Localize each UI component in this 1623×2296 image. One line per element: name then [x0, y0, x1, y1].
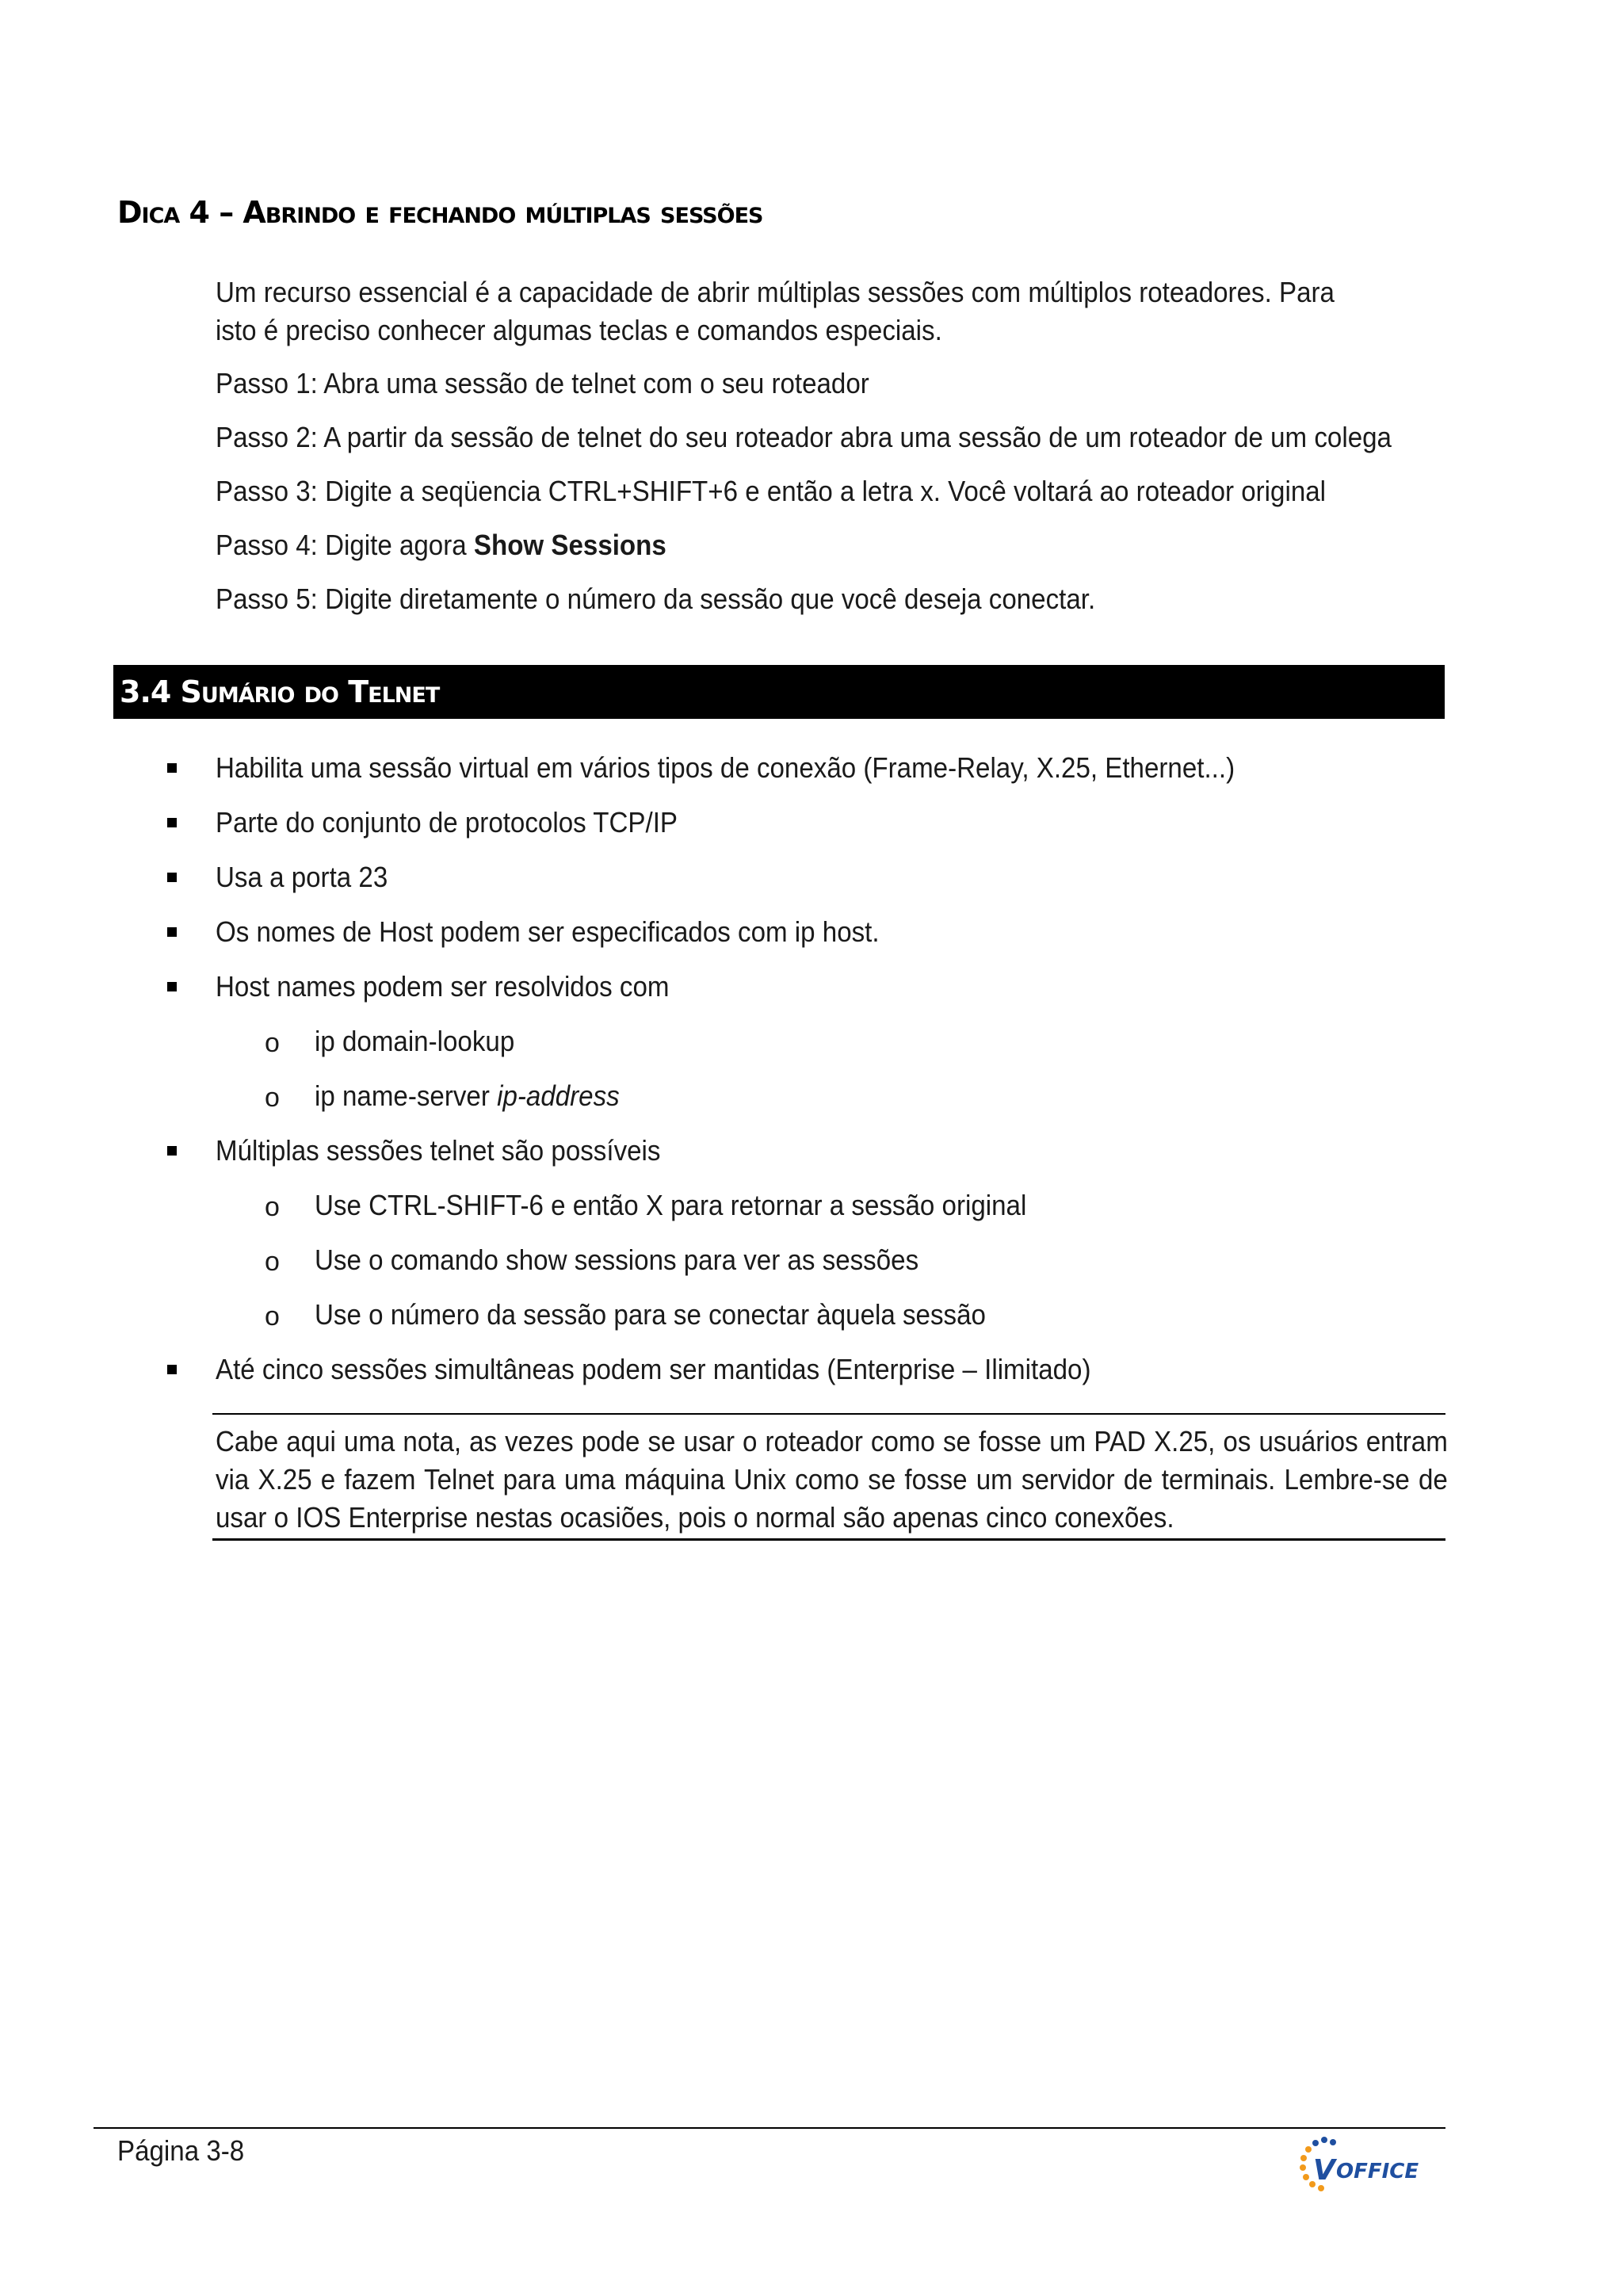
- page-number: Página 3-8: [117, 2134, 245, 2167]
- note-box: [212, 1413, 1448, 1541]
- step-4-text: Passo 4: Digite agora: [216, 529, 474, 561]
- list-item-text: Parte do conjunto de protocolos TCP/IP: [216, 806, 678, 839]
- circle-bullet-icon: o: [265, 1028, 280, 1058]
- list-item-text: Host names podem ser resolvidos com: [216, 970, 670, 1003]
- list-item: [0, 858, 1623, 913]
- tip-heading: Dica 4 – Abrindo e fechando múltiplas sessões: [117, 195, 763, 230]
- step-2: Passo 2: A partir da sessão de telnet do seu roteador abra uma sessão de um roteador de um colega: [216, 421, 1392, 453]
- square-bullet-icon: [167, 927, 177, 937]
- square-bullet-icon: [167, 873, 177, 882]
- step-4: [216, 526, 1455, 580]
- step-4-command: Show Sessions: [473, 529, 666, 561]
- list-item: [0, 749, 1623, 804]
- list-item-text: Os nomes de Host podem ser especificados com ip host.: [216, 915, 880, 948]
- footer-divider: [94, 2127, 1445, 2129]
- list-item: [0, 804, 1623, 858]
- step-3: Passo 3: Digite a seqüencia CTRL+SHIFT+6 e então a letra x. Você voltará ao roteador original: [216, 475, 1327, 507]
- sub-list-item-text: [315, 1077, 620, 1115]
- square-bullet-icon: [167, 982, 177, 991]
- sub-list-item-text: Use o comando show sessions para ver as sessões: [315, 1244, 919, 1276]
- step-1: Passo 1: Abra uma sessão de telnet com o seu roteador: [216, 367, 869, 399]
- sub-list-item-text: ip domain-lookup: [315, 1025, 515, 1057]
- circle-bullet-icon: o: [265, 1247, 280, 1277]
- tip-intro-paragraph: Um recurso essencial é a capacidade de abrir múltiplas sessões com múltiplos roteadores. Para isto é preciso conhecer algumas teclas e comandos especiais.: [216, 276, 1335, 346]
- sub-list-item: [0, 1186, 1623, 1241]
- square-bullet-icon: [167, 818, 177, 827]
- square-bullet-icon: [167, 1365, 177, 1374]
- sub-list-item-text: Use o número da sessão para se conectar àquela sessão: [315, 1298, 986, 1331]
- section-title: 3.4 Sumário do Telnet: [120, 674, 440, 709]
- circle-bullet-icon: o: [265, 1192, 280, 1222]
- sub-list-item: [0, 1296, 1623, 1350]
- command-text: ip name-server: [315, 1079, 498, 1112]
- list-item-text: Até cinco sessões simultâneas podem ser mantidas (Enterprise – Ilimitado): [216, 1353, 1091, 1385]
- command-argument: ip-address: [497, 1079, 620, 1112]
- list-item: [0, 1132, 1623, 1186]
- sub-list-item: [0, 1022, 1623, 1077]
- summary-list: [0, 749, 1623, 1405]
- step-list: [216, 365, 1563, 634]
- sub-list-item-text: Use CTRL-SHIFT-6 e então X para retornar a sessão original: [315, 1189, 1027, 1221]
- square-bullet-icon: [167, 763, 177, 773]
- voffice-logo: [1284, 2132, 1458, 2203]
- sub-list-item: [0, 1241, 1623, 1296]
- logo-wordmark: OFFICE: [1336, 2160, 1419, 2183]
- list-item-text: Múltiplas sessões telnet são possíveis: [216, 1134, 661, 1167]
- note-text: Cabe aqui uma nota, as vezes pode se usar o roteador como se fosse um PAD X.25, os usuários entram via X.25 e fazem Telnet para uma máquina Unix como se fosse um servidor de terminais. Lembre-se de usar o IOS Enterprise nestas ocasiões, pois o normal são apenas cinco conexões.: [216, 1425, 1448, 1534]
- sub-list-item: [0, 1077, 1623, 1132]
- circle-bullet-icon: o: [265, 1301, 280, 1331]
- step-5: Passo 5: Digite diretamente o número da sessão que você deseja conectar.: [216, 583, 1096, 615]
- list-item: [0, 968, 1623, 1022]
- section-header-bar: [113, 665, 1445, 719]
- list-item: [0, 1350, 1623, 1405]
- square-bullet-icon: [167, 1146, 177, 1156]
- logo-letter: V: [1313, 2154, 1335, 2187]
- list-item: [0, 913, 1623, 968]
- list-item-text: Habilita uma sessão virtual em vários tipos de conexão (Frame-Relay, X.25, Ethernet...): [216, 751, 1235, 784]
- circle-bullet-icon: o: [265, 1083, 280, 1113]
- list-item-text: Usa a porta 23: [216, 861, 388, 893]
